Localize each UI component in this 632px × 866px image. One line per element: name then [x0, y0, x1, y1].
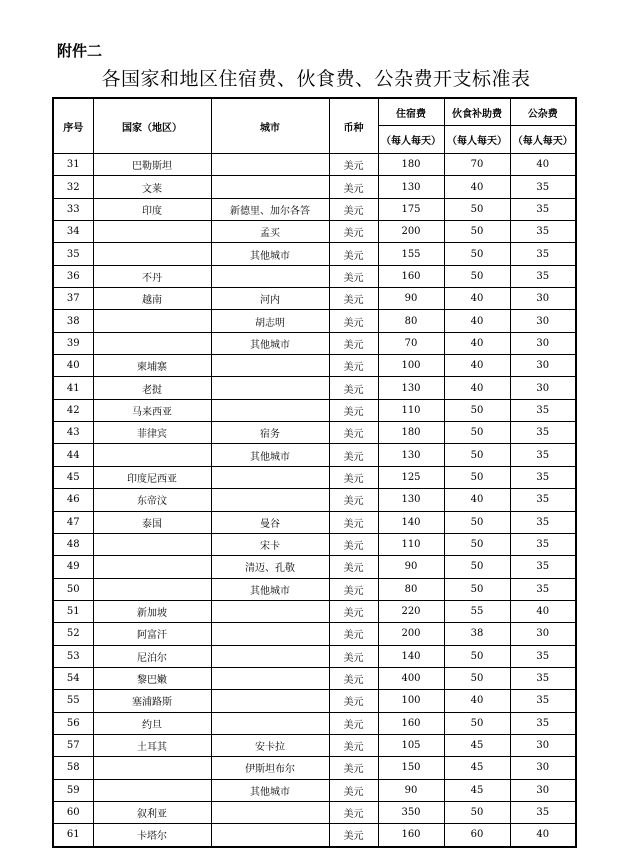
- currency-cell: 美元: [329, 645, 378, 667]
- header-country: 国家（地区）: [93, 98, 211, 154]
- seq-cell: 56: [53, 712, 93, 734]
- lodging-cell: 100: [378, 355, 444, 377]
- country-cell: 尼泊尔: [93, 645, 211, 667]
- country-cell: [93, 578, 211, 600]
- misc-cell: 35: [510, 489, 576, 511]
- meal-cell: 50: [444, 556, 510, 578]
- currency-cell: 美元: [329, 198, 378, 220]
- meal-cell: 45: [444, 779, 510, 801]
- city-cell: [211, 466, 329, 488]
- currency-cell: 美元: [329, 332, 378, 354]
- misc-cell: 35: [510, 444, 576, 466]
- country-cell: 塞浦路斯: [93, 690, 211, 712]
- currency-cell: 美元: [329, 734, 378, 756]
- currency-cell: 美元: [329, 578, 378, 600]
- misc-cell: 35: [510, 645, 576, 667]
- table-row: [53, 310, 576, 332]
- table-row: [53, 355, 576, 377]
- city-cell: 宋卡: [211, 533, 329, 555]
- misc-cell: 30: [510, 288, 576, 310]
- currency-cell: 美元: [329, 556, 378, 578]
- city-cell: [211, 712, 329, 734]
- table-row: [53, 288, 576, 310]
- seq-cell: 31: [53, 154, 93, 176]
- lodging-cell: 150: [378, 757, 444, 779]
- misc-cell: 40: [510, 824, 576, 847]
- meal-cell: 50: [444, 533, 510, 555]
- lodging-cell: 90: [378, 556, 444, 578]
- country-cell: [93, 243, 211, 265]
- misc-cell: 35: [510, 422, 576, 444]
- table-row: [53, 690, 576, 712]
- city-cell: 新德里、加尔各答: [211, 198, 329, 220]
- city-cell: 其他城市: [211, 243, 329, 265]
- currency-cell: 美元: [329, 757, 378, 779]
- table-header: [53, 98, 576, 154]
- country-cell: [93, 332, 211, 354]
- seq-cell: 36: [53, 265, 93, 287]
- country-cell: 印度尼西亚: [93, 466, 211, 488]
- seq-cell: 38: [53, 310, 93, 332]
- city-cell: [211, 377, 329, 399]
- meal-cell: 45: [444, 757, 510, 779]
- city-cell: 曼谷: [211, 511, 329, 533]
- country-cell: [93, 444, 211, 466]
- meal-cell: 50: [444, 422, 510, 444]
- table-row: [53, 265, 576, 287]
- seq-cell: 41: [53, 377, 93, 399]
- city-cell: 其他城市: [211, 444, 329, 466]
- table-row: [53, 824, 576, 847]
- country-cell: 菲律宾: [93, 422, 211, 444]
- annex-label: 附件二: [57, 42, 103, 60]
- city-cell: [211, 355, 329, 377]
- currency-cell: 美元: [329, 667, 378, 689]
- seq-cell: 54: [53, 667, 93, 689]
- meal-cell: 45: [444, 734, 510, 756]
- lodging-cell: 200: [378, 221, 444, 243]
- meal-cell: 50: [444, 578, 510, 600]
- city-cell: [211, 801, 329, 823]
- meal-cell: 40: [444, 489, 510, 511]
- table-row: [53, 533, 576, 555]
- currency-cell: 美元: [329, 422, 378, 444]
- meal-cell: 50: [444, 667, 510, 689]
- lodging-cell: 110: [378, 399, 444, 421]
- country-cell: 不丹: [93, 265, 211, 287]
- misc-cell: 30: [510, 332, 576, 354]
- currency-cell: 美元: [329, 623, 378, 645]
- seq-cell: 59: [53, 779, 93, 801]
- lodging-cell: 180: [378, 154, 444, 176]
- lodging-cell: 160: [378, 712, 444, 734]
- city-cell: [211, 690, 329, 712]
- meal-cell: 50: [444, 198, 510, 220]
- seq-cell: 46: [53, 489, 93, 511]
- country-cell: 东帝汶: [93, 489, 211, 511]
- country-cell: 越南: [93, 288, 211, 310]
- meal-cell: 50: [444, 801, 510, 823]
- currency-cell: 美元: [329, 466, 378, 488]
- meal-cell: 50: [444, 712, 510, 734]
- seq-cell: 51: [53, 600, 93, 622]
- misc-cell: 30: [510, 310, 576, 332]
- currency-cell: 美元: [329, 533, 378, 555]
- city-cell: 孟买: [211, 221, 329, 243]
- misc-cell: 40: [510, 154, 576, 176]
- meal-cell: 55: [444, 600, 510, 622]
- seq-cell: 42: [53, 399, 93, 421]
- city-cell: [211, 645, 329, 667]
- city-cell: [211, 265, 329, 287]
- lodging-cell: 160: [378, 265, 444, 287]
- header-misc-unit: （每人每天）: [510, 126, 576, 154]
- table-row: [53, 779, 576, 801]
- table-row: [53, 422, 576, 444]
- misc-cell: 35: [510, 667, 576, 689]
- lodging-cell: 100: [378, 690, 444, 712]
- misc-cell: 35: [510, 221, 576, 243]
- misc-cell: 30: [510, 623, 576, 645]
- country-cell: [93, 533, 211, 555]
- currency-cell: 美元: [329, 288, 378, 310]
- seq-cell: 33: [53, 198, 93, 220]
- table-body: [53, 154, 576, 847]
- table-row: [53, 667, 576, 689]
- country-cell: 柬埔寨: [93, 355, 211, 377]
- header-meal: 伙食补助费: [444, 98, 510, 126]
- country-cell: 泰国: [93, 511, 211, 533]
- misc-cell: 30: [510, 734, 576, 756]
- meal-cell: 40: [444, 288, 510, 310]
- seq-cell: 37: [53, 288, 93, 310]
- city-cell: 安卡拉: [211, 734, 329, 756]
- country-cell: 老挝: [93, 377, 211, 399]
- table-row: [53, 489, 576, 511]
- currency-cell: 美元: [329, 801, 378, 823]
- city-cell: [211, 489, 329, 511]
- seq-cell: 43: [53, 422, 93, 444]
- city-cell: 宿务: [211, 422, 329, 444]
- city-cell: 其他城市: [211, 332, 329, 354]
- country-cell: 叙利亚: [93, 801, 211, 823]
- misc-cell: 35: [510, 801, 576, 823]
- lodging-cell: 130: [378, 176, 444, 198]
- country-cell: 巴勒斯坦: [93, 154, 211, 176]
- meal-cell: 50: [444, 511, 510, 533]
- table-row: [53, 221, 576, 243]
- meal-cell: 40: [444, 176, 510, 198]
- country-cell: 土耳其: [93, 734, 211, 756]
- table-row: [53, 511, 576, 533]
- country-cell: 新加坡: [93, 600, 211, 622]
- seq-cell: 39: [53, 332, 93, 354]
- city-cell: 伊斯坦布尔: [211, 757, 329, 779]
- table-row: [53, 198, 576, 220]
- lodging-cell: 110: [378, 533, 444, 555]
- lodging-cell: 140: [378, 511, 444, 533]
- seq-cell: 34: [53, 221, 93, 243]
- currency-cell: 美元: [329, 355, 378, 377]
- misc-cell: 35: [510, 690, 576, 712]
- expense-standard-table: [52, 97, 577, 848]
- lodging-cell: 105: [378, 734, 444, 756]
- meal-cell: 40: [444, 690, 510, 712]
- lodging-cell: 70: [378, 332, 444, 354]
- header-meal-unit: （每人每天）: [444, 126, 510, 154]
- misc-cell: 30: [510, 377, 576, 399]
- meal-cell: 50: [444, 243, 510, 265]
- country-cell: [93, 779, 211, 801]
- city-cell: [211, 154, 329, 176]
- city-cell: [211, 667, 329, 689]
- misc-cell: 35: [510, 466, 576, 488]
- seq-cell: 32: [53, 176, 93, 198]
- misc-cell: 35: [510, 198, 576, 220]
- seq-cell: 45: [53, 466, 93, 488]
- seq-cell: 58: [53, 757, 93, 779]
- city-cell: [211, 623, 329, 645]
- misc-cell: 35: [510, 243, 576, 265]
- lodging-cell: 80: [378, 310, 444, 332]
- table-row: [53, 466, 576, 488]
- seq-cell: 44: [53, 444, 93, 466]
- city-cell: 胡志明: [211, 310, 329, 332]
- header-currency: 币种: [329, 98, 378, 154]
- misc-cell: 35: [510, 578, 576, 600]
- seq-cell: 55: [53, 690, 93, 712]
- meal-cell: 50: [444, 399, 510, 421]
- city-cell: [211, 399, 329, 421]
- header-lodging-unit: （每人每天）: [378, 126, 444, 154]
- table-row: [53, 556, 576, 578]
- misc-cell: 30: [510, 757, 576, 779]
- lodging-cell: 130: [378, 489, 444, 511]
- lodging-cell: 400: [378, 667, 444, 689]
- table-row: [53, 578, 576, 600]
- country-cell: 约旦: [93, 712, 211, 734]
- lodging-cell: 160: [378, 824, 444, 847]
- meal-cell: 50: [444, 466, 510, 488]
- meal-cell: 70: [444, 154, 510, 176]
- currency-cell: 美元: [329, 444, 378, 466]
- seq-cell: 35: [53, 243, 93, 265]
- city-cell: 其他城市: [211, 779, 329, 801]
- misc-cell: 35: [510, 556, 576, 578]
- country-cell: [93, 221, 211, 243]
- table-row: [53, 332, 576, 354]
- seq-cell: 48: [53, 533, 93, 555]
- currency-cell: 美元: [329, 265, 378, 287]
- currency-cell: 美元: [329, 399, 378, 421]
- seq-cell: 60: [53, 801, 93, 823]
- city-cell: [211, 824, 329, 847]
- currency-cell: 美元: [329, 377, 378, 399]
- header-city: 城市: [211, 98, 329, 154]
- table-row: [53, 757, 576, 779]
- seq-cell: 61: [53, 824, 93, 847]
- table-row: [53, 154, 576, 176]
- meal-cell: 50: [444, 444, 510, 466]
- table-row: [53, 734, 576, 756]
- table-row: [53, 176, 576, 198]
- country-cell: 阿富汗: [93, 623, 211, 645]
- meal-cell: 50: [444, 265, 510, 287]
- currency-cell: 美元: [329, 489, 378, 511]
- currency-cell: 美元: [329, 310, 378, 332]
- meal-cell: 40: [444, 310, 510, 332]
- city-cell: [211, 600, 329, 622]
- header-misc: 公杂费: [510, 98, 576, 126]
- seq-cell: 57: [53, 734, 93, 756]
- seq-cell: 50: [53, 578, 93, 600]
- lodging-cell: 175: [378, 198, 444, 220]
- table-row: [53, 712, 576, 734]
- misc-cell: 30: [510, 355, 576, 377]
- meal-cell: 50: [444, 221, 510, 243]
- currency-cell: 美元: [329, 779, 378, 801]
- lodging-cell: 220: [378, 600, 444, 622]
- lodging-cell: 350: [378, 801, 444, 823]
- misc-cell: 35: [510, 712, 576, 734]
- header-lodging: 住宿费: [378, 98, 444, 126]
- currency-cell: 美元: [329, 824, 378, 847]
- city-cell: 清迈、孔敬: [211, 556, 329, 578]
- meal-cell: 50: [444, 645, 510, 667]
- meal-cell: 40: [444, 377, 510, 399]
- currency-cell: 美元: [329, 243, 378, 265]
- currency-cell: 美元: [329, 221, 378, 243]
- seq-cell: 49: [53, 556, 93, 578]
- currency-cell: 美元: [329, 176, 378, 198]
- currency-cell: 美元: [329, 690, 378, 712]
- seq-cell: 47: [53, 511, 93, 533]
- seq-cell: 53: [53, 645, 93, 667]
- lodging-cell: 125: [378, 466, 444, 488]
- table-row: [53, 377, 576, 399]
- table-row: [53, 623, 576, 645]
- meal-cell: 60: [444, 824, 510, 847]
- country-cell: 卡塔尔: [93, 824, 211, 847]
- misc-cell: 30: [510, 779, 576, 801]
- country-cell: 文莱: [93, 176, 211, 198]
- city-cell: 河内: [211, 288, 329, 310]
- lodging-cell: 180: [378, 422, 444, 444]
- currency-cell: 美元: [329, 154, 378, 176]
- misc-cell: 35: [510, 265, 576, 287]
- lodging-cell: 90: [378, 288, 444, 310]
- table-row: [53, 444, 576, 466]
- currency-cell: 美元: [329, 511, 378, 533]
- city-cell: [211, 176, 329, 198]
- lodging-cell: 80: [378, 578, 444, 600]
- misc-cell: 35: [510, 533, 576, 555]
- lodging-cell: 130: [378, 377, 444, 399]
- city-cell: 其他城市: [211, 578, 329, 600]
- meal-cell: 40: [444, 332, 510, 354]
- table-row: [53, 243, 576, 265]
- meal-cell: 40: [444, 355, 510, 377]
- country-cell: [93, 310, 211, 332]
- misc-cell: 35: [510, 511, 576, 533]
- table-row: [53, 600, 576, 622]
- table-row: [53, 645, 576, 667]
- lodging-cell: 140: [378, 645, 444, 667]
- seq-cell: 40: [53, 355, 93, 377]
- country-cell: 马来西亚: [93, 399, 211, 421]
- currency-cell: 美元: [329, 600, 378, 622]
- misc-cell: 40: [510, 600, 576, 622]
- currency-cell: 美元: [329, 712, 378, 734]
- meal-cell: 38: [444, 623, 510, 645]
- table-row: [53, 399, 576, 421]
- country-cell: 印度: [93, 198, 211, 220]
- country-cell: [93, 757, 211, 779]
- misc-cell: 35: [510, 176, 576, 198]
- lodging-cell: 130: [378, 444, 444, 466]
- header-seq: 序号: [53, 98, 93, 154]
- document-title: 各国家和地区住宿费、伙食费、公杂费开支标准表: [101, 68, 531, 90]
- misc-cell: 35: [510, 399, 576, 421]
- lodging-cell: 90: [378, 779, 444, 801]
- country-cell: 黎巴嫩: [93, 667, 211, 689]
- seq-cell: 52: [53, 623, 93, 645]
- lodging-cell: 155: [378, 243, 444, 265]
- table-row: [53, 801, 576, 823]
- lodging-cell: 200: [378, 623, 444, 645]
- country-cell: [93, 556, 211, 578]
